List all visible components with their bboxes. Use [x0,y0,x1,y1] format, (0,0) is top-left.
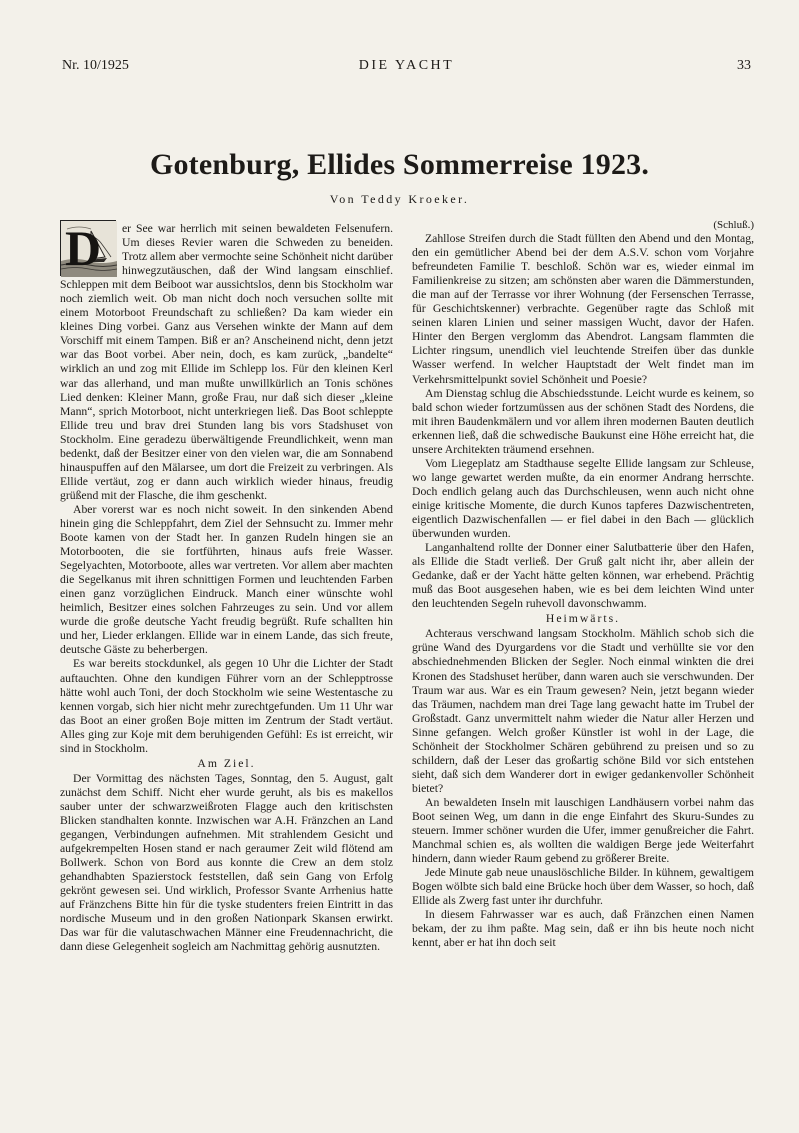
paragraph: Der Vormittag des nächsten Tages, Sonntag, den 5. August, galt zunächst dem Schiff. Nicht eher wurde geruht, als bis es makellos sauber unter der schwarzweißroten Flagge auch den kritischsten Blicken standhalten konnte. Inzwischen war A.H. Fränzchen an Land gegangen, Verbindungen aufnehmen. Mit strahlendem Gesicht und aufgekrempelten Hosen stand er nach geraumer Zeit wild flötend am Bollwerk. Schon von Bord aus konnte die Crew an dem stolz gehandhabten Spazierstock feststellen, daß sein Gang von Erfolg gekrönt gewesen sei. Und wirklich, Professor Svante Arrhenius hatte auf Fränzchens Bitte hin für die tyske studenters freien Eintritt in das nordische Museum und in den großen Nationpark Skansen erwirkt. Das war für die valutaschwachen Männer eine Freudennachricht, die dann diese Gelegenheit sogleich am Nachmittag gehörig ausnutzten. [60,771,393,954]
article-author: Von Teddy Kroeker. [329,192,470,206]
running-head [62,58,751,78]
paragraph: Jede Minute gab neue unauslöschliche Bilder. In kühnem, gewaltigem Bogen wölbte sich bald eine Brücke hoch über dem Wasser, so hoch, daß Ellide als Zwerg fast unter ihr durchfuhr. [412,866,754,908]
section-heading-heimwaerts: Heimwärts. [545,612,621,626]
drop-cap-illustration [60,220,116,276]
journal-title: DIE YACHT [358,58,455,73]
issue-number: Nr. 10/1925 [62,58,129,73]
paragraph: Langanhaltend rollte der Donner einer Salutbatterie über den Hafen, als Ellide die Stadt verließ. Der Gruß galt nicht ihr, aber allein der Gedanke, daß er der Yacht hätte gelten können, war erhebend. Prächtig muß das Boot ausgesehen haben, wie es bei dem leichten Wind unter den leuchtenden Segeln ruhevoll davonschwamm. [412,541,754,611]
article-title: Gotenburg, Ellides Sommerreise 1923. [149,148,650,181]
paragraph: Es war bereits stockdunkel, als gegen 10 Uhr die Lichter der Stadt auftauchten. Ohne den kundigen Führer vorn an der Schlepptrosse hätte wohl auch Toni, der doch Stockholm wie seine Westentasche zu kennen vorgab, sich hier nicht mehr zurechtgefunden. Um 11 Uhr war das Boot an einer großen Boje mitten im Zentrum der Stadt vertäut. Alles ging zur Koje mit dem beruhigenden Gefühl: Es ist erreicht, wir sind in Stockholm. [60,657,393,755]
paragraph: In diesem Fahrwasser war es auch, daß Fränzchen einen Namen bekam, der zu ihm paßte. Mag sein, daß er ihn bis heute noch nicht kennt, aber er hat ihn doch seit [412,908,754,950]
paragraph: Vom Liegeplatz am Stadthause segelte Ellide langsam zur Schleuse, wo lange gewartet werden mußte, da ein enormer Andrang herrschte. Doch endlich gelang auch das Durchschleusen, wenn auch nicht ohne einige kritische Momente, die durch Kunos tapferes Dazwischentreten, eigentlich Dazwischenfallen — er fiel dabei in den Bach — glücklich überwunden wurden. [412,456,754,541]
paragraph: Zahllose Streifen durch die Stadt füllten den Abend und den Montag, den ein gemütlicher Abend bei der dem A.S.V. schon vom Vorjahre befreundeten Familie T. beschloß. Schön war es, wieder einmal im Familienkreise zu sitzen; am schönsten aber waren die Dämmerstunden, die man auf der Terrasse vor ihrer Wohnung (der Fersenschen Terrasse, für Geschichtskenner) verbrachte. Gegenüber ragte das Schloß mit seinen klaren Linien und seiner massigen Wucht, davor der Hafen. Hinter den Bergen verglomm das Abendrot. Langsam flammten die Lichter ringsum, unendlich viel leuchtende Streifen über das dunkle Wasser werfend. In welcher Hauptstadt der Welt findet man im Verkehrsmittelpunkt soviel Schönheit und Poesie? [412,232,754,386]
left-column [60,218,393,954]
paragraph: Achteraus verschwand langsam Stockholm. Mählich schob sich die grüne Wand des Dyurgardens vor die Stadt und verhüllte sie vor den abschiednehmenden Blicken der Segler. Noch einmal winkten die drei Kronen des Stadshuset herüber, dann waren auch sie verschwunden. Der Traum war aus. War es ein Traum gewesen? Nein, jetzt begann wieder das Träumen, nachdem man drei Tage lang gewacht hatte im Trubel der Großstadt. Ganz unvermittelt nahm wieder die Natur aller Herzen und Sinne gefangen. Welch großer Künstler ist wohl in der Lage, die Schönheit der Stockholmer Schären gebührend zu preisen und so zu schildern, daß der Leser das großartig schöne Bild vor sich entstehen sieht, daß sich dem Wanderer dort in ewiger gedankenvoller Schönheit bietet? [412,627,754,795]
page-number: 33 [737,58,751,73]
paragraph: An bewaldeten Inseln mit lauschigen Landhäusern vorbei nahm das Boot seinen Weg, um dann in die enge Einfahrt des Skuru-Sundes zu steuern. Immer schöner wurden die Ufer, immer genußreicher die Fahrt. Manchmal schien es, als wollten die waldigen Berge jede Weiterfahrt hindern, dann wieder Raum gebend zu größerer Breite. [412,795,754,866]
right-column [412,218,754,950]
paragraph: er See war herrlich mit seinen bewaldeten Felsenufern. Um dieses Revier waren die Schweden zu beneiden. Trotz allem aber vermochte seine Schönheit nicht darüber hinwegzutäuschen, daß der Wind langsam einschlief. Schleppen mit dem Beiboot war aussichtslos, denn bis Stockholm war noch ziemlich weit. Ob man nicht doch noch versuchen sollte mit einem Motorboot Freundschaft zu schließen? Da kam wieder ein kleines Ding vorbei. Ganz aus Versehen winkte der Mann auf dem Vorschiff mit einem Tampen. Biß er an? Anscheinend nicht, denn jetzt war das Boot vorbei. Aber nein, doch, es kam zurück, „bandelte“ wirklich an und zog mit Ellide im Schlepp los. Für den kleinen Kerl war das allerhand, und man mußte unwillkürlich an Tonis schönes Lied denken: Kleiner Mann, große Frau, nur daß sich dieser „kleine Mann“, sprich Motorboot, nicht unterkriegen ließ. Das Boot schleppte Ellide treu und brav drei Stunden lang bis vors Stadshuset von Stockholm. Eine geradezu überwältigende Freundlichkeit, wenn man bedenkt, daß der Besitzer einer von den vielen war, die am Sonnabend hinauspuffen auf den Mälarsee, um dort die Freizeit zu verbringen. Als Ellide vertäut, zog er dann auch wirklich wieder hinaus, freudig grüßend mit der Flasche, die ihm geschenkt. [60,222,393,502]
paragraph: Am Dienstag schlug die Abschiedsstunde. Leicht wurde es keinem, so bald schon wieder fortzumüssen aus der schönen Stadt des Nordens, die mit ihren Baudenkmälern und vor allem ihren modernen Bauten deutlich erkennen ließ, daß die schwedische Baukunst eine Höhe erreicht hat, die unsere Architekten träumend ersehnen. [412,386,754,456]
continued-note: (Schluß.) [713,219,754,231]
drop-cap-letter: D [65,220,102,276]
paragraph: Aber vorerst war es noch nicht soweit. In den sinkenden Abend hinein ging die Schleppfahrt, dem Ziel der Sehnsucht zu. Immer mehr Boote kamen von der Stadt her. In ganzen Rudeln hingen sie an Motorbooten, die sie fortführten, hinaus aufs freie Wasser. Segelyachten, Motorboote, alles war vertreten. Vor allem aber machten die Segelkanus mit ihren schnittigen Formen und leuchtenden Farben einen ganz vorzüglichen Eindruck. Manch einer wünschte wohl heimlich, Besitzer eines solchen Fahrzeuges zu sein. Und vor allem wurde die große deutsche Yacht freudig begrüßt. Rufe schallten hin und her, Lieder erklangen. Ellide war in einem Lande, das sich freute, deutsche Gäste zu beherbergen. [60,502,393,657]
section-heading-am-ziel: Am Ziel. [197,756,256,770]
